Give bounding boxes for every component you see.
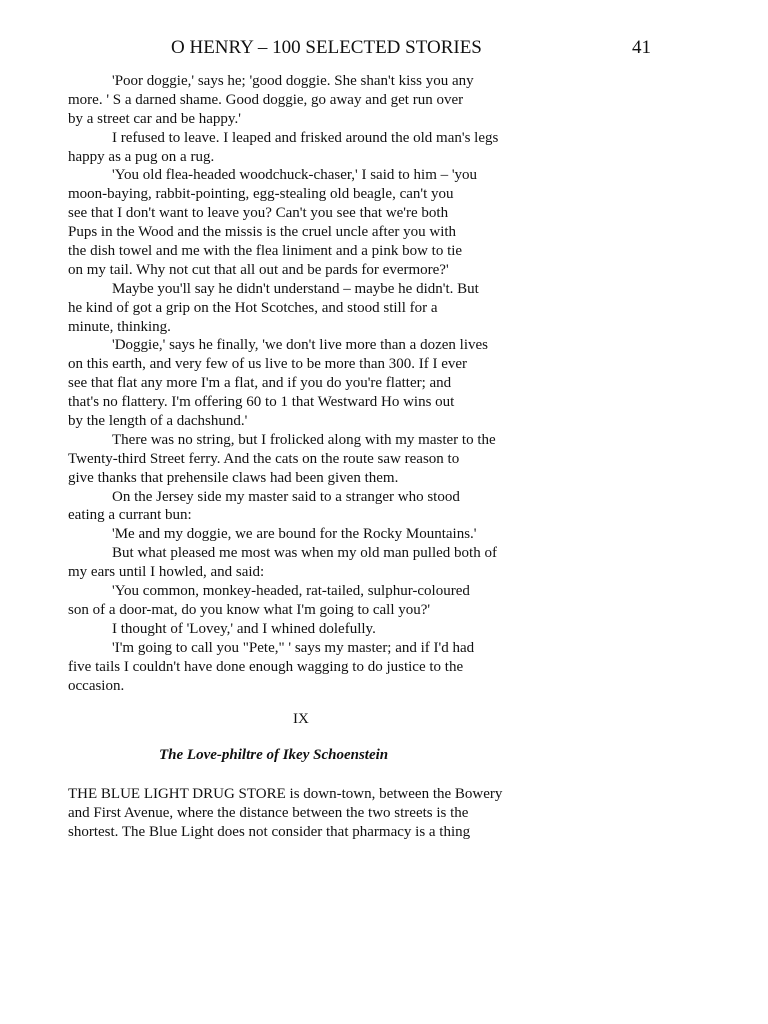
text-line: moon-baying, rabbit-pointing, egg-stealing old beagle, can't you — [68, 186, 454, 203]
text-line: shortest. The Blue Light does not consider that pharmacy is a thing — [68, 823, 471, 840]
chapter-number: IX — [293, 711, 309, 727]
text-line: On the Jersey side my master said to a stranger who stood — [112, 488, 460, 505]
text-line: 'Doggie,' says he finally, 'we don't live more than a dozen lives — [112, 337, 488, 354]
text-line: my ears until I howled, and said: — [68, 564, 265, 581]
text-line: the dish towel and me with the flea liniment and a pink bow to tie — [68, 243, 463, 260]
text-line: 'Me and my doggie, we are bound for the Rocky Mountains.' — [112, 526, 477, 543]
text-line: see that flat any more I'm a flat, and if you do you're flatter; and — [68, 375, 452, 392]
text-line: I thought of 'Lovey,' and I whined dolefully. — [112, 620, 376, 637]
text-line: by the length of a dachshund.' — [68, 413, 248, 430]
text-line: five tails I couldn't have done enough wagging to do justice to the — [68, 658, 464, 675]
text-line: 'You common, monkey-headed, rat-tailed, sulphur-coloured — [112, 583, 470, 600]
text-line: give thanks that prehensile claws had been given them. — [68, 469, 399, 486]
text-line: that's no flattery. I'm offering 60 to 1 that Westward Ho wins out — [68, 394, 455, 411]
running-title: O HENRY – 100 SELECTED STORIES — [171, 37, 482, 58]
text-line: he kind of got a grip on the Hot Scotches, and stood still for a — [68, 299, 438, 316]
text-line: I refused to leave. I leaped and frisked around the old man's legs — [112, 129, 499, 146]
text-line: and First Avenue, where the distance between the two streets is the — [68, 804, 469, 821]
text-line: on this earth, and very few of us live to be more than 300. If I ever — [68, 356, 468, 373]
story-opening-text — [68, 785, 608, 842]
text-line: 'You old flea-headed woodchuck-chaser,' I said to him – 'you — [112, 167, 478, 184]
text-line: 'Poor doggie,' says he; 'good doggie. She shan't kiss you any — [112, 73, 474, 89]
text-line: 'I'm going to call you "Pete," ' says my master; and if I'd had — [112, 639, 475, 656]
text-line: happy as a pug on a rug. — [68, 148, 215, 165]
text-line: eating a currant bun: — [68, 507, 192, 524]
story-title: The Love-philtre of Ikey Schoenstein — [159, 747, 389, 763]
text-line: But what pleased me most was when my old man pulled both of — [112, 545, 497, 562]
running-header — [0, 37, 768, 59]
text-line: see that I don't want to leave you? Can't you see that we're both — [68, 205, 449, 222]
text-line: more. ' S a darned shame. Good doggie, go away and get run over — [68, 91, 464, 108]
text-line: occasion. — [68, 677, 125, 694]
text-line: Pups in the Wood and the missis is the cruel uncle after you with — [68, 224, 457, 241]
page-number: 41 — [632, 37, 651, 58]
text-line: Twenty-third Street ferry. And the cats on the route saw reason to — [68, 450, 460, 467]
text-line: minute, thinking. — [68, 318, 171, 335]
text-line: on my tail. Why not cut that all out and be pards for evermore?' — [68, 261, 449, 278]
text-line: son of a door-mat, do you know what I'm going to call you?' — [68, 601, 431, 618]
text-line: Maybe you'll say he didn't understand – maybe he didn't. But — [112, 280, 479, 297]
text-line: THE BLUE LIGHT DRUG STORE is down-town, between the Bowery — [68, 786, 503, 802]
text-line: by a street car and be happy.' — [68, 110, 241, 127]
text-line: There was no string, but I frolicked along with my master to the — [112, 431, 496, 448]
body-text — [68, 72, 608, 695]
